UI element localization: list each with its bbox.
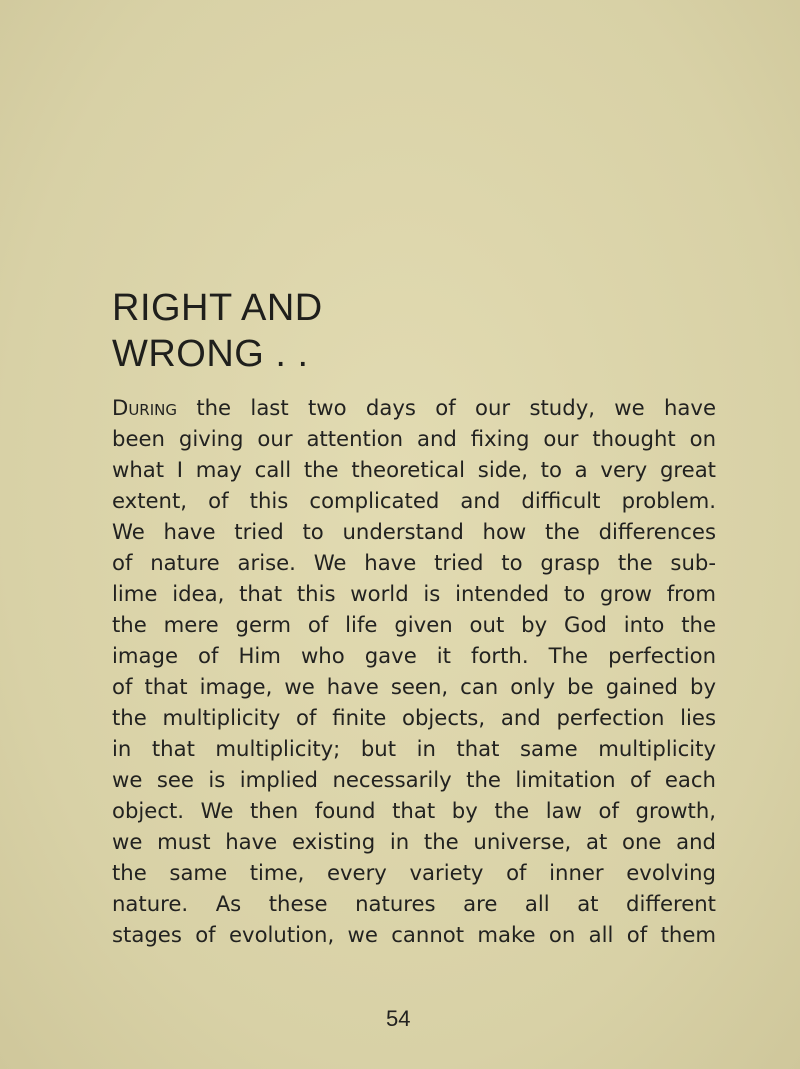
text-line-3: what I may call the theoretical side, to a very great (112, 457, 716, 482)
chapter-heading-line-2: WRONG . . (112, 333, 309, 375)
text-line-6: of nature arise. We have tried to grasp the sub- (112, 550, 716, 575)
text-line-16: the same time, every variety of inner evolving (112, 860, 716, 885)
text-line-14: object. We then found that by the law of growth, (112, 798, 716, 823)
text-line-2: been giving our attention and fixing our thought on (112, 426, 716, 451)
chapter-heading-line-1: RIGHT AND (112, 287, 323, 329)
text-line-8: the mere germ of life given out by God into the (112, 612, 716, 637)
text-line-1-rest: the last two days of our study, we have (176, 395, 716, 420)
text-line-7: lime idea, that this world is intended to grow from (112, 581, 716, 606)
text-line-5: We have tried to understand how the differences (112, 519, 716, 544)
text-line-4: extent, of this complicated and difficult problem. (112, 488, 716, 513)
chapter-heading (112, 285, 323, 377)
text-line-10: of that image, we have seen, can only be gained by (112, 674, 716, 699)
page-number: 54 (386, 1006, 411, 1031)
opening-word: During (112, 395, 177, 420)
text-line-17: nature. As these natures are all at different (112, 891, 716, 916)
text-line-18: stages of evolution, we cannot make on all of them (112, 922, 716, 947)
text-line-13: we see is implied necessarily the limitation of each (112, 767, 716, 792)
text-line-9: image of Him who gave it forth. The perfection (112, 643, 716, 668)
text-line-15: we must have existing in the universe, at one and (112, 829, 716, 854)
text-line-11: the multiplicity of finite objects, and perfection lies (112, 705, 716, 730)
text-line-12: in that multiplicity; but in that same multiplicity (112, 736, 716, 761)
body-paragraph (112, 392, 716, 950)
text-line-1 (112, 392, 716, 423)
